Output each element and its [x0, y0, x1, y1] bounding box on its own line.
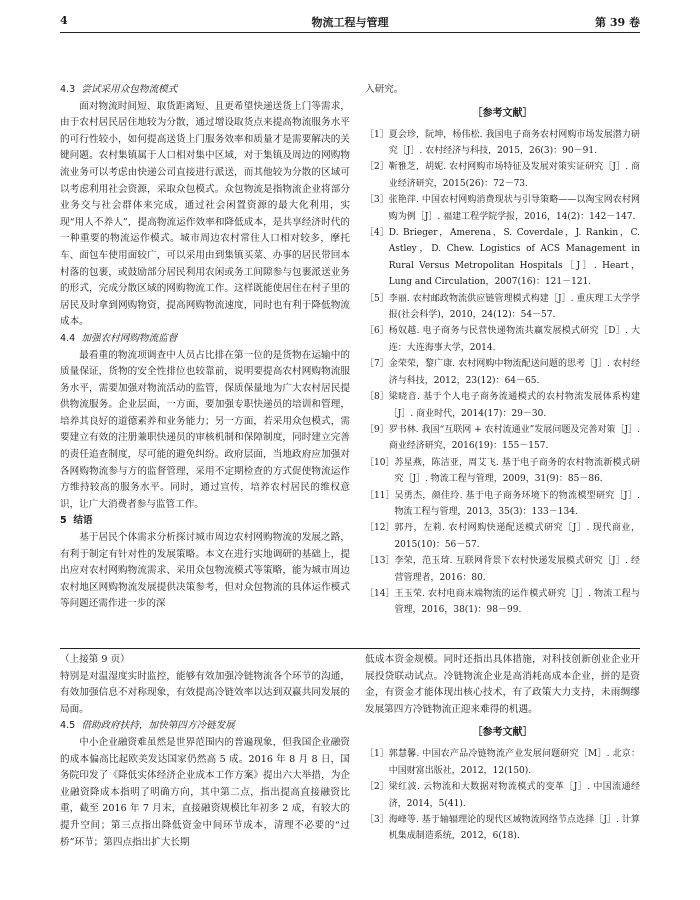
section-number: 4.3: [60, 84, 76, 95]
reference-text: D. Brieger，Amerena，S. Coverdale，J. Rankin，C. Astley，D. Chew. Logistics of ACS Management in Rural Versus Metropolitan Hospitals［J］. Heart，Lung and Circulation，2007(16)：121－121.: [388, 228, 640, 288]
reference-number: ［3］: [365, 195, 389, 206]
reference-item: [365, 389, 640, 422]
reference-number: ［3］: [365, 815, 389, 825]
reference-number: ［1］: [365, 129, 389, 140]
upper-right-column: [365, 82, 640, 619]
reference-item: [365, 225, 640, 291]
reference-number: ［2］: [365, 162, 389, 173]
reference-item: [365, 323, 640, 356]
reference-item: [365, 812, 640, 845]
reference-item: [365, 520, 640, 553]
section-title: 加强农村网购物流监督: [81, 332, 178, 344]
reference-text: 张艳萍. 中国农村网购消费现状与引导策略——以淘宝网农村网购为例［J］. 福建工程学院学报，2016，14(2)：142－147.: [388, 195, 640, 222]
reference-item: [365, 779, 640, 812]
reference-text: 夏会珍，阮坤，杨伟松. 我国电子商务农村网购市场发展潜力研究［J］. 农村经济与科技，2015，26(3)：90－91.: [388, 129, 640, 156]
reference-text: 郭丹，左莉. 农村网购快递配送模式研究［J］. 现代商业，2015(10)：56－57.: [394, 523, 640, 550]
reference-text: 苏星燕，陈洁亚，周艾飞. 基于电子商务的农村物流新模式研究［J］. 物流工程与管理，2009，31(9)：85－86.: [394, 457, 640, 485]
reference-text: 王玉荣. 农村电商末端物流的运作模式研究［J］. 物流工程与管理，2016，38(1)：98－99.: [394, 588, 640, 616]
reference-text: 李荣，范玉琦. 互联网背景下农村快递发展模式研究［J］. 经营管理者，2016：80.: [394, 556, 640, 583]
reference-item: [365, 488, 640, 521]
reference-item: [365, 553, 640, 586]
reference-number: ［11］: [365, 490, 395, 501]
continuation-text: 入研究。: [365, 84, 404, 95]
paragraph-lower-right: 低成本资金规模。同时还指出具体措施，对科技创新创业企业开展投贷联动试点。冷链物流企业是高消耗高成本企业，拼的是资金，有资金才能体现出核心技术，有了政策大力支持，未雨绸缪发展第四方冷链物流正迎来难得的机遇。: [365, 654, 640, 715]
paragraph-4-5: 中小企业融资难虽然是世界范围内的普遍现象，但我国企业融资的成本偏高比起欧美发达国家仍然高 5 成。2016 年 8 月 8 日，国务院印发了《降低实体经济企业成本工作方案》提出六大举措，为企业融资降成本指明了明确方向，其中第二点，指出提高直接融资比重，截至 2016 年 7 月末，直接融资规模比年初多 2 成，有较大的提升空间；第三点指出降低资金中间环节成本，清理不必要的“过桥”环节；第四点指出扩大长期: [60, 736, 350, 848]
section-title: 尝试采用众包物流模式: [81, 84, 178, 95]
reference-text: 海峰等. 基于轴辐理论的现代区域物流网络节点选择［J］. 计算机集成制造系统，2012，6(18).: [388, 815, 640, 842]
reference-number: ［9］: [365, 424, 389, 435]
reference-item: [365, 455, 640, 488]
lower-left-column: [60, 652, 350, 851]
reference-text: 梁红波. 云物流和大数据对物流模式的变革［J］. 中国流通经济，2014，5(41).: [388, 782, 640, 809]
section-title: 借助政府扶持，加快第四方冷链发展: [81, 720, 235, 732]
section-title: 结语: [73, 515, 93, 527]
section-heading-5: [60, 513, 350, 530]
volume-number: 第 39 卷: [595, 16, 640, 29]
reference-item: [365, 291, 640, 324]
reference-item: [365, 746, 640, 779]
continued-from-note: （上接第 9 页）: [60, 654, 130, 665]
lower-right-column: [365, 652, 640, 845]
reference-text: 靳雅芝，胡妮. 农村网购市场特征及发展对策实证研究［J］. 商业经济研究，2015(26)：72－73.: [388, 162, 640, 189]
reference-text: 梁晓音. 基于个人电子商务流通模式的农村物流发展体系构建［J］. 商业时代，2014(17)：29－30.: [388, 392, 640, 419]
reference-text: 金荣荣，黎广康. 农村网购中物流配送问题的思考［J］. 农村经济与科技，2012，23(12)：64－65.: [388, 359, 640, 386]
reference-item: [365, 127, 640, 160]
section-heading-4-5: [60, 718, 350, 735]
paragraph-4-4: 最看重的物流项调查中人员占比排在第一位的是货物在运输中的质量保证，货物的安全性排位也较靠前，说明要提高农村网购物流服务水平，需要加强对物流活动的监管，保质保量地为广大农村居民提供物流服务。企业层面，一方面，要加强专职快递员的培训和管理，培养其良好的道德素养和业务能力；另一方面，若采用众包模式，需要建立有效的注册兼职快递员的审核机制和保障制度，同时建立完善的责任追查制度，尽可能的避免纠纷。政府层面，当地政府应加强对各网购物流参与方的监督管理，采用不定期检查的方式促使物流运作方维持较高的服务水平。同时，通过宣传，培养农村居民的维权意识，让广大消费者参与监管工作。: [60, 349, 350, 510]
reference-number: ［4］: [365, 228, 389, 239]
reference-number: ［10］: [365, 457, 395, 468]
page-number: 4: [60, 14, 68, 27]
reference-item: [365, 192, 640, 225]
paragraph-4-3: 面对物流时间短、取货距离短、且更希望快递送货上门等需求，由于农村居民居住地较为分散，通过增设取货点来提高物流服务水平的可行性较小，如何提高送货上门服务效率和质量才是需要解决的关键问题。农村集镇属于人口相对集中区域，对于集镇及周边的网购物流业务可以考虑由快递公司直接进行派送，而其他较为分散的区域可以考虑利用社会资源，采取众包模式。众包物流是指物流企业将部分业务交与社会群体来完成，通过社会闲置资源的最大化利用，实现“用人不养人”，提高物流运作效率和降低成本，是共享经济时代的一种重要的物流运作模式。城市周边农村常住人口相对较多，摩托车、面包车使用面较广，可以采用由到集镇买菜、办事的居民带回本村落的包裹，或鼓励部分居民利用农闲或务工间隙参与包裹派送业务的形式，完成分散区域的网购物流工作。这样既能使居住在村子里的居民及时拿到网购物资，提高网购物流速度，同时也有利于降低物流成本。: [60, 100, 350, 328]
reference-number: ［7］: [365, 359, 389, 370]
paragraph-continued: 特别是对温湿度实时监控，能够有效加强冷链物流各个环节的沟通，有效加强信息不对称现象，有效提高冷链效率以达到双赢共同发展的局面。: [60, 670, 350, 715]
references-title: ［参考文献］: [472, 107, 533, 119]
reference-number: ［12］: [365, 523, 395, 534]
references-title: ［参考文献］: [472, 727, 533, 739]
reference-number: ［6］: [365, 326, 389, 337]
upper-left-column: [60, 82, 350, 613]
section-divider: [60, 648, 640, 649]
header-rule: [60, 32, 640, 33]
section-number: 4.5: [60, 720, 76, 732]
reference-number: ［2］: [365, 782, 389, 793]
section-number: 4.4: [60, 332, 76, 344]
reference-item: [365, 356, 640, 389]
reference-item: [365, 422, 640, 455]
reference-text: 杨奴越. 电子商务与民营快递物流共赢发展模式研究［D］. 大连：大连海事大学，2014.: [388, 326, 640, 353]
reference-number: ［13］: [365, 556, 395, 567]
paragraph-5: 基于居民个体需求分析探讨城市周边农村网购物流的发展之路，有利于制定有针对性的发展策略。本文在进行实地调研的基础上，提出应对农村网购物流需求、采用众包物流模式等策略，能为城市周边农村地区网购物流发展提供决策参考，但对众包物流的具体运作模式等问题还需作进一步的深: [60, 532, 350, 610]
reference-text: 吴勇杰，颜佳玲. 基于电子商务环境下的物流模型研究［J］. 物流工程与管理，2013，35(3)：133－134.: [394, 490, 640, 517]
reference-text: 罗书林. 我国“互联网 + 农村流通业”发展问题及完善对策［J］. 商业经济研究，2016(19)：155－157.: [388, 424, 640, 452]
journal-title: 物流工程与管理: [311, 16, 389, 29]
reference-number: ［8］: [365, 392, 389, 403]
section-heading-4-4: [60, 331, 350, 348]
section-number: 5: [60, 515, 67, 527]
section-heading-4-3: [60, 82, 350, 99]
reference-list: [365, 127, 640, 619]
reference-item: [365, 159, 640, 192]
reference-number: ［14］: [365, 588, 395, 599]
reference-list: [365, 746, 640, 844]
running-header: [60, 12, 640, 32]
reference-number: ［1］: [365, 749, 389, 760]
reference-text: 郭慧馨. 中国农产品冷链物流产业发展问题研究［M］. 北京：中国财富出版社，2012，12(150).: [388, 749, 640, 776]
reference-item: [365, 586, 640, 619]
reference-number: ［5］: [365, 293, 389, 304]
reference-text: 李丽. 农村邮政物流供应链管理模式构建［J］. 重庆理工大学学报(社会科学)，2010，24(12)：54－57.: [388, 293, 640, 321]
